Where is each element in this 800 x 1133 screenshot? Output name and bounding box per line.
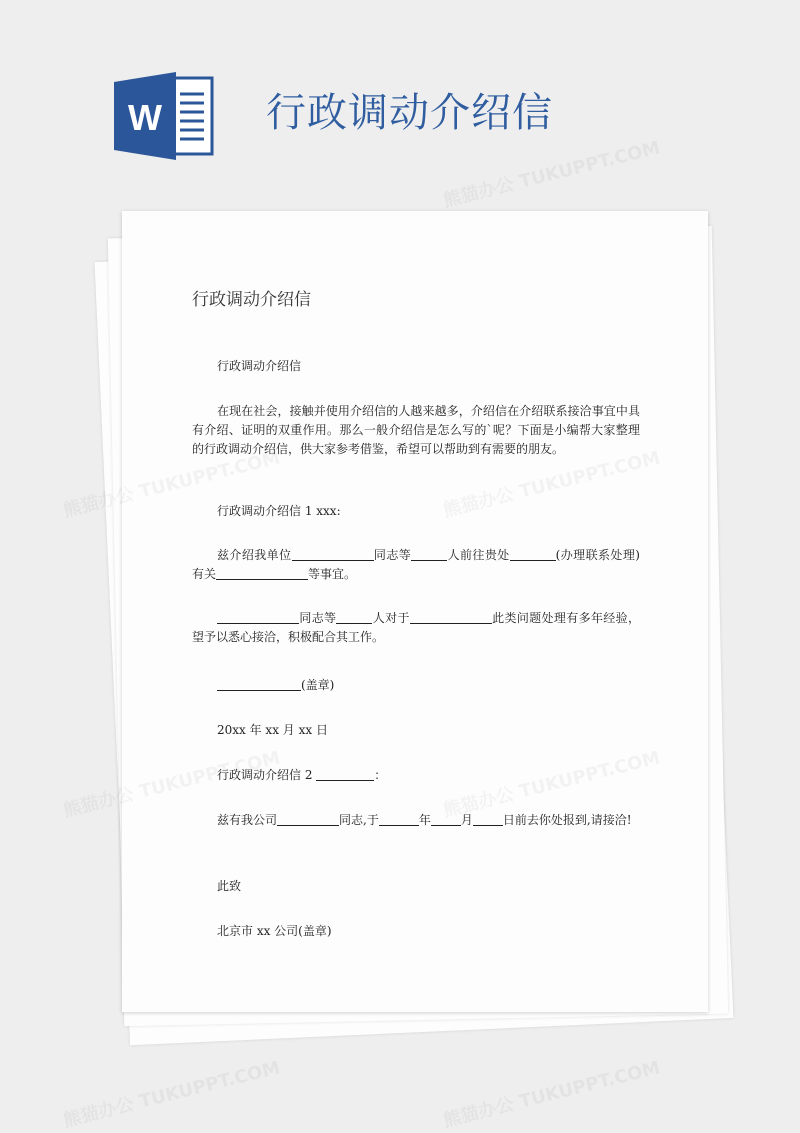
text-run: 日前去你处报到,请接洽! [502, 813, 632, 827]
letter1-seal-line [217, 675, 334, 695]
text-run: 此类问题处理有多年经验，望予以悉心接洽，积极配合其工作。 [192, 611, 640, 644]
letter2-heading [217, 765, 386, 785]
letter1-heading: 行政调动介绍信 1 xxx: [217, 504, 341, 518]
letter2-signature: 北京市 xx 公司(盖章) [217, 924, 332, 938]
document-title: 行政调动介绍信 [192, 290, 311, 310]
fill-blank [336, 609, 372, 624]
text-run: 人对于 [372, 611, 410, 625]
word-logo-letter: W [128, 97, 162, 138]
text-run: 人前往贵处 [447, 548, 510, 562]
letter1-paragraph2 [192, 609, 640, 647]
text-run: 兹介绍我单位 [217, 548, 292, 562]
fill-blank [277, 811, 339, 826]
text-run: 年 [418, 813, 431, 827]
text-run: 行政调动介绍信 2 [217, 768, 313, 782]
text-run: 同志等 [373, 548, 412, 562]
letter1-date: 20xx 年 xx 月 xx 日 [217, 723, 328, 737]
text-run: 同志等 [299, 611, 337, 625]
watermark [60, 1053, 282, 1132]
intro-paragraph: 在现在社会，接触并使用介绍信的人越来越多，介绍信在介绍联系接洽事宜中具有介绍、证明的双重作用。那么一般介绍信是怎么写的`呢？下面是小编帮大家整理的行政调动介绍信，供大家参考借鉴，希望可以帮助到有需要的朋友。 [192, 404, 640, 456]
text-run: (盖章) [301, 678, 335, 692]
fill-blank [410, 609, 492, 624]
text-run: 兹有我公司 [217, 813, 278, 827]
fill-blank [316, 766, 374, 781]
fill-blank [216, 565, 308, 580]
letter1-paragraph1 [192, 546, 640, 584]
fill-blank [217, 676, 301, 691]
letter2-closing: 此致 [217, 879, 242, 893]
text-run: 同志,于 [339, 813, 379, 827]
document-body [122, 211, 708, 1012]
document-subtitle: 行政调动介绍信 [217, 359, 302, 373]
fill-blank [431, 811, 461, 826]
fill-blank [411, 546, 447, 561]
fill-blank [379, 811, 419, 826]
banner-title: 行政调动介绍信 [266, 90, 553, 136]
text-run: (办理联系处理)有关 [192, 548, 640, 581]
fill-blank [510, 546, 556, 561]
watermark [440, 1053, 662, 1132]
fill-blank [473, 811, 503, 826]
text-run: ： [374, 768, 387, 782]
fill-blank [292, 546, 374, 561]
letter2-paragraph1 [192, 811, 640, 830]
text-run: 等事宜。 [308, 567, 357, 581]
watermark [440, 133, 662, 212]
word-logo-icon [114, 72, 214, 160]
text-run: 月 [460, 813, 473, 827]
fill-blank [217, 609, 299, 624]
